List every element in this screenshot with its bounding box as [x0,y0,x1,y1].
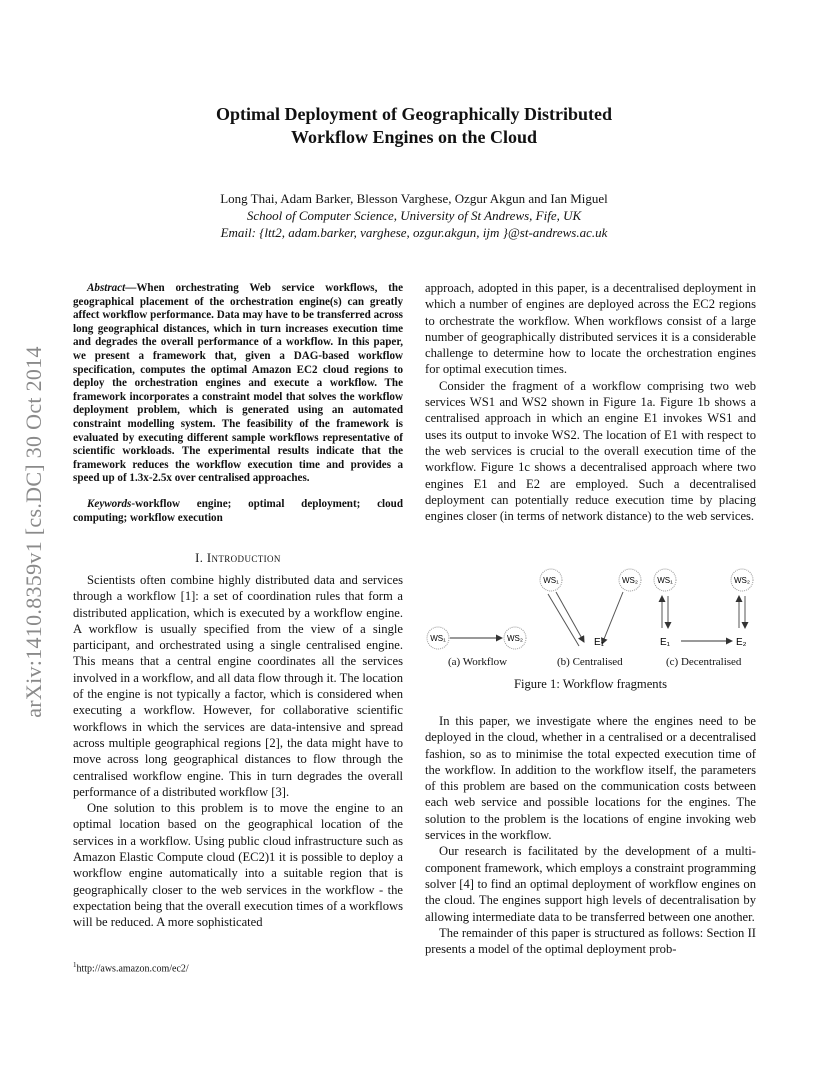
title-line-1: Optimal Deployment of Geographically Distributed [216,104,612,124]
arxiv-stamp [14,292,54,772]
node-e1-b-label: E₁ [594,637,605,648]
authors: Long Thai, Adam Barker, Blesson Varghese, Ozgur Akgun and Ian Miguel [220,191,608,206]
right-column-top [425,280,756,524]
right-paragraph-5: The remainder of this paper is structured as follows: Section II presents a model of the optimal deployment prob- [425,925,756,957]
introduction-body [73,572,403,931]
right-column-bottom [425,713,756,957]
section-heading-introduction: I. Introduction [195,551,281,565]
keywords [73,498,403,525]
keywords-text: -workflow engine; optimal deployment; cloud computing; workflow execution [73,498,403,524]
intro-paragraph-1: Scientists often combine highly distributed data and services through a workflow [1]: a set of coordination rules that form a distributed application, which is executed by a workflow engine. A workflow is usually specified from the view of a single participant, and orchestrated using a single centralised engine. This means that a central engine coordinates all the services involved in a workflow, and all data flow through it. The location of the engine is not typically a factor, which is considered when executing a workflow. However, for collaborative scientific workflows in which the services are data-intensive and spread across multiple geographical regions [2], the data might have to move across long geographical distances to flow through the centralised workflow engine. This in turn degrades the overall performance of a distributed workflow [3]. [73,573,403,799]
node-ws1-b-label: WS₁ [543,576,559,585]
affiliation: School of Computer Science, University of St Andrews, Fife, UK [246,208,582,223]
subfigure-c [654,569,753,648]
abstract-text: —When orchestrating Web service workflows, the geographical placement of the orchestration engine(s) can greatly affect workflow performance. Data may have to be transferred across long geographical distances, which in turn increases execution time and degrades the overall performance of a workflow. In this paper, we present a framework that, given a DAG-based workflow specification, computes the optimal Amazon EC2 cloud regions to deploy the orchestration engines and execute a workflow. The framework incorporates a constraint model that solves the workflow deployment problem, which is generated using an automated constraint modelling system. The feasibility of the framework is evaluated by executing different sample workflows representative of scientific workloads. The experimental results indicate that the framework reduces the workflow execution time and provides a speed up of 1.3x-2.5x over centralised approaches. [73,282,403,485]
footnote [73,961,189,974]
figure-1-caption: Figure 1: Workflow fragments [514,677,667,691]
arrow-b-3 [602,592,623,644]
arxiv-stamp-text: arXiv:1410.8359v1 [cs.DC] 30 Oct 2014 [21,346,46,718]
right-paragraph-4: Our research is facilitated by the development of a multi-component framework, which employs a constraint programming solver [4] to find an optimal deployment of workflow engines on the cloud. The engines support high levels of decentralisation by allowing intermediate data to be transferred between one another. [425,844,756,924]
subfigure-b [540,569,641,648]
node-ws2-a-label: WS₂ [507,634,523,643]
abstract-label: Abstract [87,282,126,294]
node-ws2-c-label: WS₂ [734,576,750,585]
arrow-b-2 [548,594,579,646]
email: Email: {ltt2, adam.barker, varghese, ozgur.akgun, ijm }@st-andrews.ac.uk [220,225,608,240]
right-paragraph-1: approach, adopted in this paper, is a decentralised deployment in which a number of engines are deployed across the EC2 regions to orchestrate the workflow. When workflows consist of a large number of geographically distributed services it is a considerable challenge to determine how to locate the orchestration engines for optimal execution times. [425,281,756,377]
keywords-label: Keywords [87,498,132,510]
node-ws1-c-label: WS₁ [657,576,673,585]
caption-b: (b) Centralised [557,656,623,668]
right-paragraph-3: In this paper, we investigate where the engines need to be deployed in the cloud, whether in a centralised or a decentralised fashion, so as to minimise the total expected execution time of the workflow. In addition to the workflow itself, the parameters of this problem are based on the communication costs between each web service and possible locations for the engines. The solution to the problem is the locations of engine invoking web services in the workflow. [425,714,756,843]
node-e1-c-label: E₁ [660,637,671,648]
subfigure-a [427,627,526,649]
node-e2-c-label: E₂ [736,637,747,648]
intro-paragraph-2: One solution to this problem is to move the engine to an optimal location based on the geographical location of the services in a workflow. Using public cloud infrastructure such as Amazon Elastic Compute cloud (EC2)1 it is possible to deploy a workflow engine automatically into a suitable region that is geographically closer to the web services in the workflow - the expectation being that the overall execution times of a workflows will be reduced. A more sophisticated [73,801,403,930]
footnote-text: http://aws.amazon.com/ec2/ [76,963,189,975]
arrow-b-1 [556,592,584,642]
title-line-2: Workflow Engines on the Cloud [290,127,538,147]
right-paragraph-2: Consider the fragment of a workflow comprising two web services WS1 and WS2 shown in Figure 1a. Figure 1b shows a centralised approach in which an engine E1 invokes WS1 and uses its output to invoke WS2. The location of E1 with respect to the web services is crucial to the overall execution time of the workflow. Figure 1c shows a decentralised approach where two engines E1 and E2 are employed. Such a decentralised deployment can potentially reduce execution time by placing engines closer (in terms of network distance) to the web services. [425,378,756,524]
author-block [0,190,828,241]
paper-title [0,103,828,149]
footnote-number: 1 [73,961,77,969]
node-ws2-b-label: WS₂ [622,576,638,585]
caption-c: (c) Decentralised [666,656,742,668]
caption-a: (a) Workflow [448,656,508,668]
abstract [73,282,403,486]
node-ws1-a-label: WS₁ [430,634,446,643]
